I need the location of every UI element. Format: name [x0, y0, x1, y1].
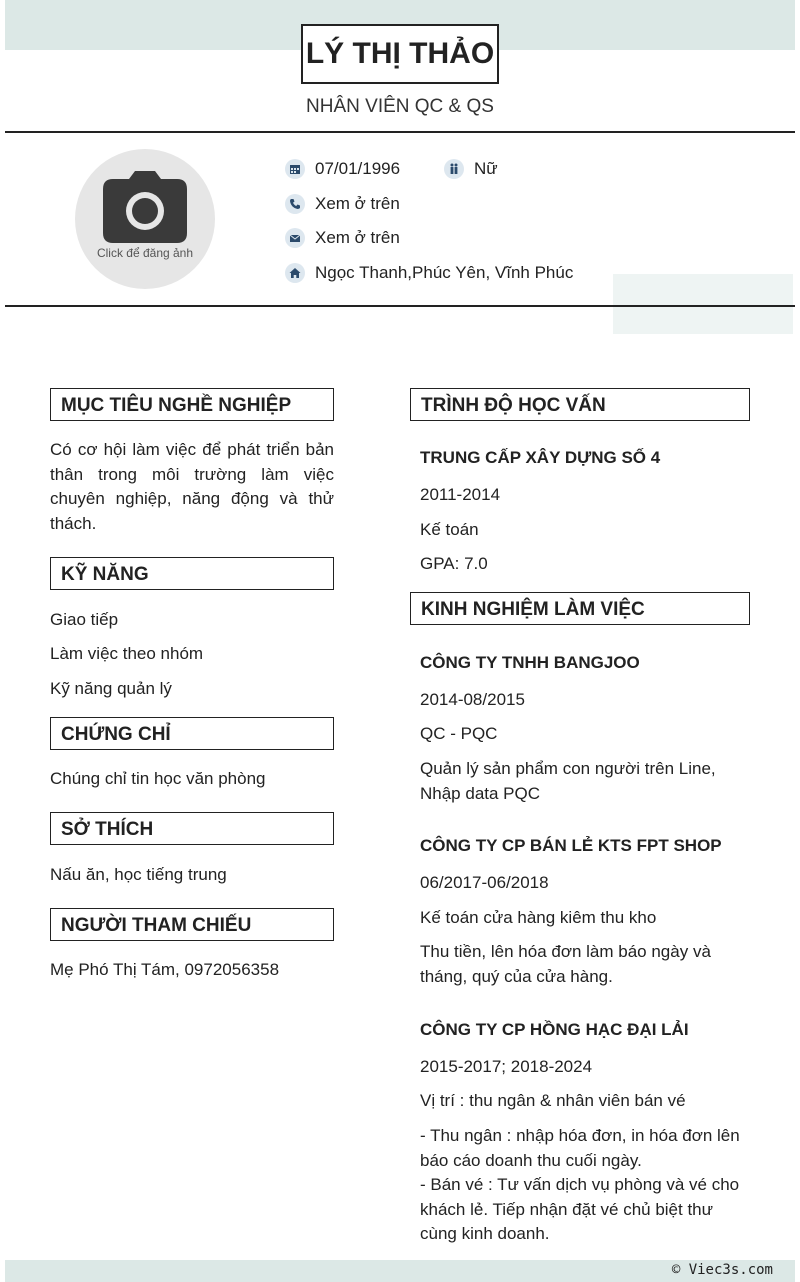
references-heading: NGƯỜI THAM CHIẾU	[50, 908, 334, 941]
job-period: 06/2017-06/2018	[420, 873, 549, 892]
job-company: CÔNG TY TNHH BANGJOO	[420, 653, 640, 672]
skills-heading: KỸ NĂNG	[50, 557, 334, 590]
education-school: TRUNG CẤP XÂY DỰNG SỐ 4	[420, 448, 661, 467]
dob-row	[285, 159, 400, 179]
hobbies-heading: SỞ THÍCH	[50, 812, 334, 845]
objective-heading: MỤC TIÊU NGHỀ NGHIỆP	[50, 388, 334, 421]
education-major: Kế toán	[420, 520, 479, 539]
gender-value: Nữ	[474, 159, 498, 178]
objective-text: Có cơ hội làm việc để phát triển bản thân trong môi trường làm việc chuyên nghiệp, năng động và thử thách.	[50, 440, 334, 533]
skill-item: Giao tiếp	[50, 610, 119, 629]
phone-value: Xem ở trên	[315, 194, 400, 213]
job-period: 2014-08/2015	[420, 690, 525, 709]
calendar-icon	[285, 159, 305, 179]
job-role: Kế toán cửa hàng kiêm thu kho	[420, 908, 657, 927]
footer-copyright: © Viec3s.com	[671, 1262, 773, 1278]
dob-value: 07/01/1996	[315, 159, 401, 178]
job-period: 2015-2017; 2018-2024	[420, 1057, 593, 1076]
education-heading: TRÌNH ĐỘ HỌC VẤN	[410, 388, 750, 421]
job-role: Vị trí : thu ngân & nhân viên bán vé	[420, 1091, 686, 1110]
job-description: Thu tiền, lên hóa đơn làm báo ngày và tháng, quý của cửa hàng.	[420, 942, 711, 986]
education-period: 2011-2014	[420, 485, 501, 504]
job-description: - Thu ngân : nhập hóa đơn, in hóa đơn lên báo cáo doanh thu cuối ngày.	[420, 1126, 740, 1170]
education-gpa: GPA: 7.0	[420, 554, 488, 573]
decorative-band	[613, 274, 793, 334]
address-row	[285, 263, 573, 283]
envelope-icon	[285, 228, 305, 248]
experience-heading: KINH NGHIỆM LÀM VIỆC	[410, 592, 750, 625]
hobbies-text: Nấu ăn, học tiếng trung	[50, 865, 227, 884]
job-company: CÔNG TY CP BÁN LẺ KTS FPT SHOP	[420, 836, 722, 855]
candidate-name: LÝ THỊ THẢO	[301, 24, 499, 84]
references-text: Mẹ Phó Thị Tám, 0972056358	[50, 960, 280, 979]
home-icon	[285, 263, 305, 283]
job-role: QC - PQC	[420, 724, 498, 743]
gender-row	[444, 159, 498, 179]
job-title: NHÂN VIÊN QC & QS	[306, 96, 494, 117]
job-description: - Bán vé : Tư vấn dịch vụ phòng và vé cho khách lẻ. Tiếp nhận đặt vé chủ biệt thư cùng kinh doanh.	[420, 1175, 740, 1243]
email-row	[285, 228, 400, 248]
gender-icon	[444, 159, 464, 179]
avatar-label: Click để đăng ảnh	[96, 246, 194, 260]
phone-icon	[285, 194, 305, 214]
address-value: Ngọc Thanh,Phúc Yên, Vĩnh Phúc	[315, 263, 574, 282]
certificates-heading: CHỨNG CHỈ	[50, 717, 334, 750]
email-value: Xem ở trên	[315, 228, 400, 247]
avatar-upload[interactable]	[75, 149, 215, 289]
phone-row	[285, 194, 400, 214]
skill-item: Làm việc theo nhóm	[50, 644, 204, 663]
divider-bottom	[5, 305, 795, 307]
divider-top	[5, 131, 795, 133]
job-description: Quản lý sản phẩm con người trên Line, Nhập data PQC	[420, 759, 716, 803]
camera-icon	[103, 169, 187, 243]
certificate-item: Chúng chỉ tin học văn phòng	[50, 769, 266, 788]
skill-item: Kỹ năng quản lý	[50, 679, 172, 698]
job-company: CÔNG TY CP HỒNG HẠC ĐẠI LẢI	[420, 1020, 689, 1039]
